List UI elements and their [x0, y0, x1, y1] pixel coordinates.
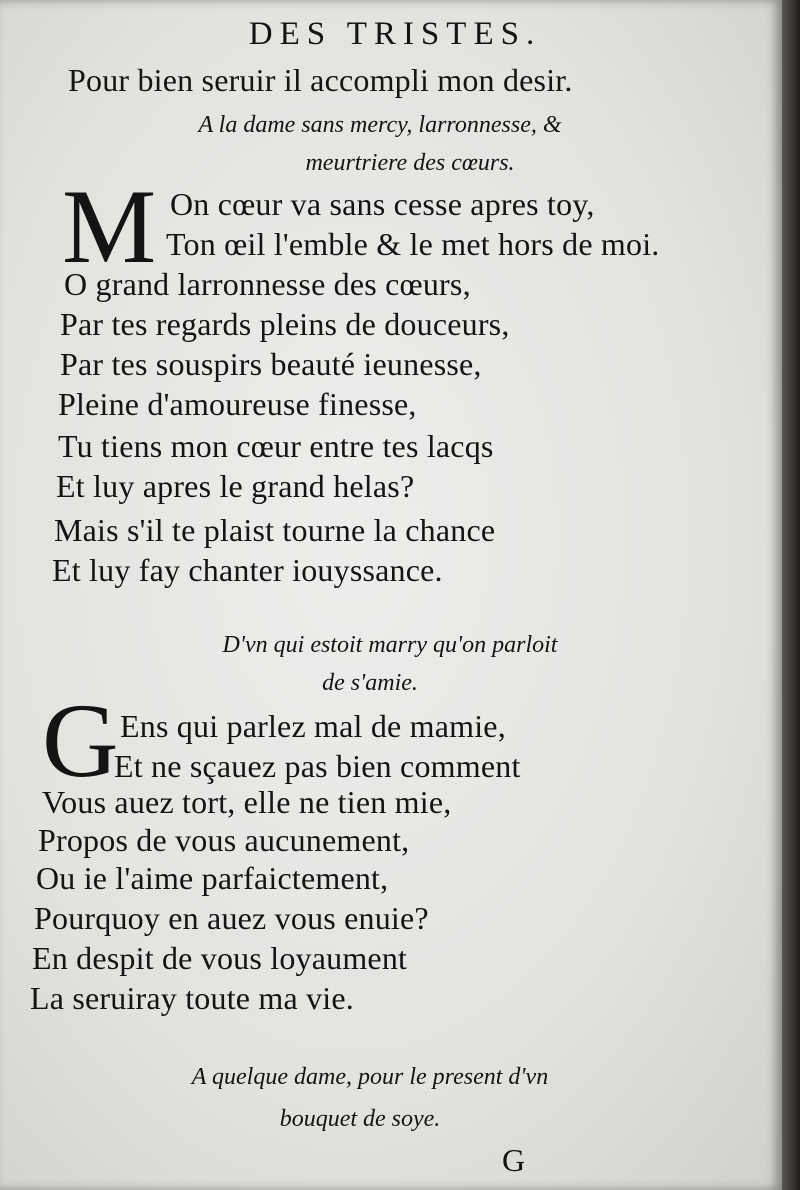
poem1-drop-cap: M [62, 168, 157, 285]
poem1-line-3: O grand larronnesse des cœurs, [64, 266, 471, 302]
poem2-line-2: Et ne sçauez pas bien comment [114, 748, 521, 784]
poem1-line-8: Et luy apres le grand helas? [56, 468, 415, 504]
poem1-heading-line-1: A la dame sans mercy, larronnesse, & [198, 112, 562, 138]
poem1-line-2: Ton œil l'emble & le met hors de moi. [166, 226, 660, 262]
poem2-line-1: Ens qui parlez mal de mamie, [120, 708, 506, 744]
poem2-line-7: En despit de vous loyaument [32, 940, 408, 976]
poem2-drop-cap: G [42, 682, 119, 799]
poem1-line-10: Et luy fay chanter iouyssance. [52, 552, 443, 588]
running-title: DES TRISTES. [248, 16, 542, 52]
poem2-heading-line-1: D'vn qui estoit marry qu'on parloit [222, 632, 558, 658]
poem1-line-5: Par tes souspirs beauté ieunesse, [60, 346, 482, 382]
poem2-heading-line-2: de s'amie. [322, 670, 418, 696]
poem2-line-4: Propos de vous aucunement, [38, 822, 410, 858]
poem2-line-5: Ou ie l'aime parfaictement, [36, 860, 389, 896]
poem1-line-1: On cœur va sans cesse apres toy, [170, 186, 595, 222]
poem1-line-9: Mais s'il te plaist tourne la chance [54, 512, 496, 548]
poem1-heading-line-2: meurtriere des cœurs. [305, 150, 515, 176]
poem3-heading-line-2: bouquet de soye. [279, 1106, 441, 1132]
poem2-line-3: Vous auez tort, elle ne tien mie, [42, 784, 452, 820]
poem3-heading-line-1: A quelque dame, pour le present d'vn [191, 1064, 549, 1090]
poem1-line-7: Tu tiens mon cœur entre tes lacqs [58, 428, 494, 464]
poem2-line-6: Pourquoy en auez vous enuie? [34, 900, 429, 936]
poem2-line-8: La seruiray toute ma vie. [30, 980, 354, 1016]
poem1-line-6: Pleine d'amoureuse finesse, [58, 386, 417, 422]
signature-mark: G [502, 1142, 526, 1178]
poem1-line-4: Par tes regards pleins de douceurs, [60, 306, 510, 342]
book-edge [782, 0, 800, 1190]
carry-over-line: Pour bien seruir il accompli mon desir. [68, 62, 573, 98]
